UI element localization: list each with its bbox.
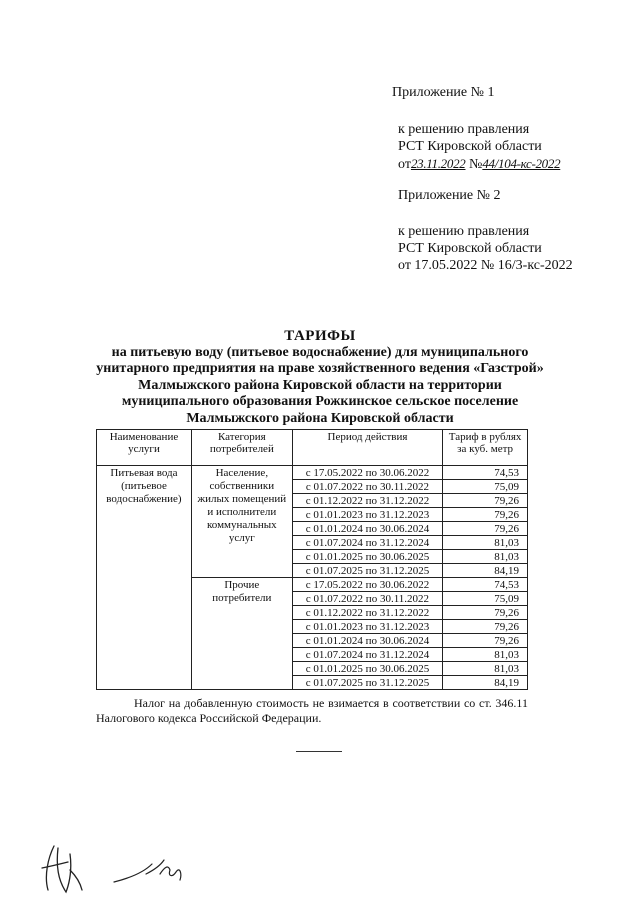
tariff-cell: 84,19 xyxy=(443,676,528,690)
handwritten-initials xyxy=(36,840,88,898)
tariff-cell: 81,03 xyxy=(443,648,528,662)
period-cell: с 17.05.2022 по 30.06.2022 xyxy=(292,466,442,480)
tariff-cell: 81,03 xyxy=(443,550,528,564)
period-cell: с 01.07.2022 по 30.11.2022 xyxy=(292,592,442,606)
tariff-cell: 79,26 xyxy=(443,522,528,536)
period-cell: с 01.12.2022 по 31.12.2022 xyxy=(292,606,442,620)
document-title xyxy=(80,328,560,427)
tariff-cell: 79,26 xyxy=(443,606,528,620)
appendix-1-block xyxy=(392,84,495,101)
appendix-1-date-prefix: от xyxy=(398,157,411,172)
period-cell: с 01.01.2025 по 30.06.2025 xyxy=(292,662,442,676)
period-cell: с 01.12.2022 по 31.12.2022 xyxy=(292,494,442,508)
title-line-3: унитарного предприятия на праве хозяйственного ведения «Газстрой» xyxy=(96,361,544,376)
tariff-cell: 74,53 xyxy=(443,578,528,592)
period-cell: с 01.07.2024 по 31.12.2024 xyxy=(292,536,442,550)
tariff-cell: 81,03 xyxy=(443,662,528,676)
title-heading: ТАРИФЫ xyxy=(284,328,356,344)
appendix-2-title: Приложение № 2 xyxy=(398,188,501,203)
tariff-cell: 79,26 xyxy=(443,634,528,648)
vat-note-line-2: Налогового кодекса Российской Федерации. xyxy=(96,711,322,725)
period-cell: с 01.01.2024 по 30.06.2024 xyxy=(292,522,442,536)
period-cell: с 01.01.2025 по 30.06.2025 xyxy=(292,550,442,564)
title-line-5: муниципального образования Рожкинское сельское поселение xyxy=(121,394,519,409)
handwritten-number: 44/104-кс-2022 xyxy=(482,156,561,171)
title-line-2: на питьевую воду (питьевое водоснабжение) для муниципального xyxy=(111,344,529,360)
header-period: Период действия xyxy=(292,430,442,466)
tariff-cell: 75,09 xyxy=(443,592,528,606)
tariff-cell: 79,26 xyxy=(443,620,528,634)
appendix-2-details xyxy=(398,223,573,274)
header-tariff: Тариф в рублях за куб. метр xyxy=(443,430,528,466)
appendix-1-title: Приложение № 1 xyxy=(392,85,495,100)
appendix-1-decision: к решению правления xyxy=(398,122,530,137)
title-line-6: Малмыжского района Кировской области xyxy=(186,410,454,426)
appendix-2-block xyxy=(398,187,501,204)
consumer-category-cell: Население, собственники жилых помещений и исполнители коммунальных услуг xyxy=(191,466,292,578)
period-cell: с 01.07.2025 по 31.12.2025 xyxy=(292,676,442,690)
header-category: Категория потребителей xyxy=(191,430,292,466)
tariff-cell: 74,53 xyxy=(443,466,528,480)
title-line-4: Малмыжского района Кировской области на территории xyxy=(138,377,502,393)
period-cell: с 01.01.2024 по 30.06.2024 xyxy=(292,634,442,648)
period-cell: с 17.05.2022 по 30.06.2022 xyxy=(292,578,442,592)
period-cell: с 01.01.2023 по 31.12.2023 xyxy=(292,508,442,522)
vat-note-line-1: Налог на добавленную стоимость не взимается в соответствии со ст. 346.11 xyxy=(134,696,528,710)
appendix-2-date-number: от 17.05.2022 № 16/3-кс-2022 xyxy=(398,258,573,273)
tariff-cell: 81,03 xyxy=(443,536,528,550)
handwritten-date: 23.11.2022 xyxy=(410,156,466,171)
period-cell: с 01.07.2022 по 30.11.2022 xyxy=(292,480,442,494)
handwritten-signature xyxy=(110,852,190,888)
appendix-1-number-prefix: № xyxy=(468,157,483,172)
appendix-2-authority: РСТ Кировской области xyxy=(398,241,542,256)
period-cell: с 01.01.2023 по 31.12.2023 xyxy=(292,620,442,634)
period-cell: с 01.07.2025 по 31.12.2025 xyxy=(292,564,442,578)
tariff-cell: 75,09 xyxy=(443,480,528,494)
tariff-table xyxy=(96,429,528,690)
period-cell: с 01.07.2024 по 31.12.2024 xyxy=(292,648,442,662)
header-service: Наименование услуги xyxy=(97,430,192,466)
tariff-cell: 84,19 xyxy=(443,564,528,578)
separator-line xyxy=(296,751,342,752)
table-row xyxy=(97,466,528,480)
vat-note xyxy=(96,696,528,726)
appendix-2-decision: к решению правления xyxy=(398,224,530,239)
appendix-1-authority: РСТ Кировской области xyxy=(398,139,542,154)
service-name-cell: Питьевая вода (питьевое водоснабжение) xyxy=(97,466,192,690)
appendix-1-details xyxy=(398,121,560,173)
table-header-row xyxy=(97,430,528,466)
tariff-cell: 79,26 xyxy=(443,494,528,508)
tariff-table-body xyxy=(97,466,528,690)
appendix-1-date-line xyxy=(398,155,560,173)
tariff-cell: 79,26 xyxy=(443,508,528,522)
consumer-category-cell: Прочие потребители xyxy=(191,578,292,690)
